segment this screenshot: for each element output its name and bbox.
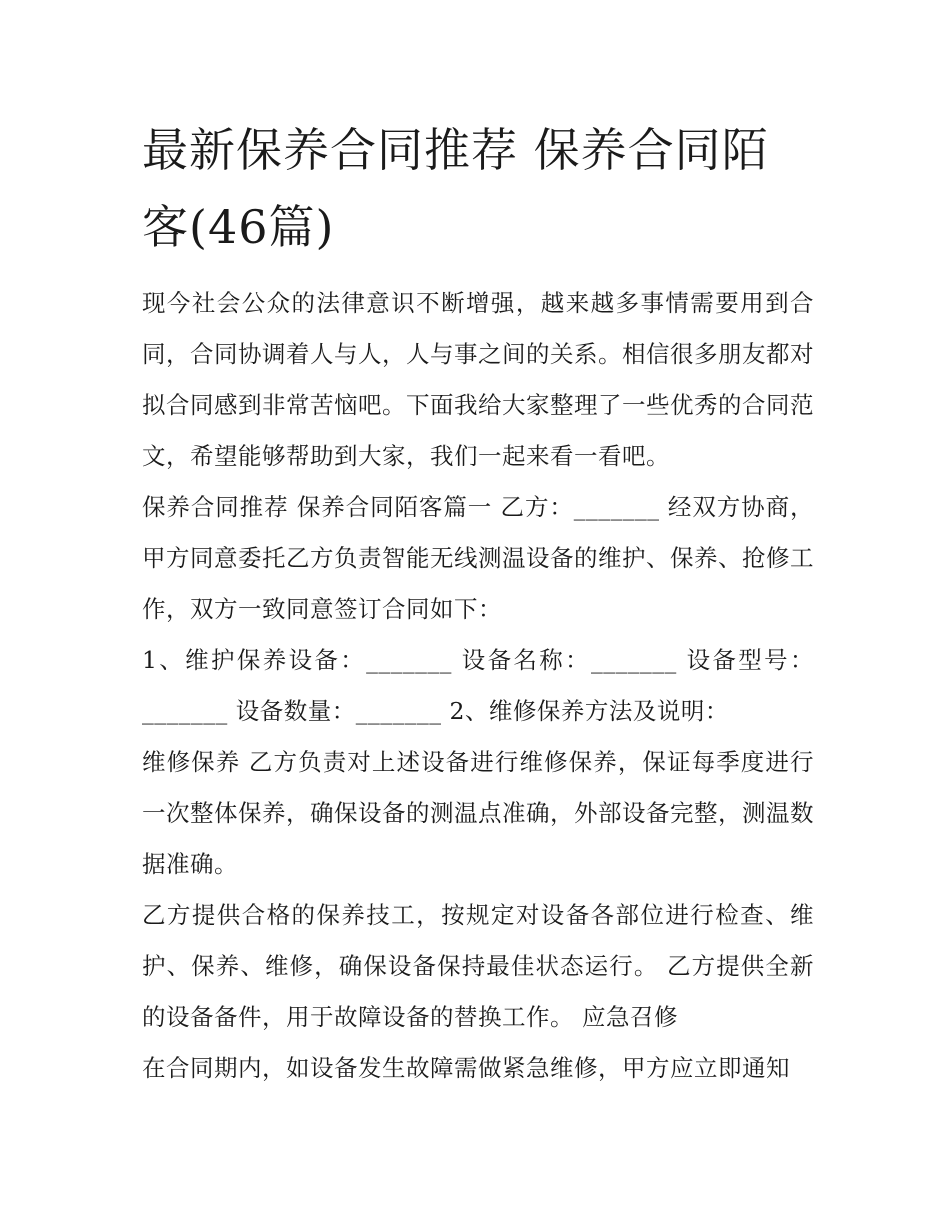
paragraph-technician: 乙方提供合格的保养技工，按规定对设备各部位进行检查、维护、保养、维修，确保设备保持最佳状态运行。 乙方提供全新的设备备件，用于故障设备的替换工作。 应急召修 (142, 901, 814, 1031)
document-title: 最新保养合同推荐 保养合同陌客(46篇) (142, 123, 769, 254)
document-page (142, 112, 814, 1094)
paragraph-equipment-list: 1、维护保养设备：_______ 设备名称：_______ 设备型号：_______ 设备数量：_______ 2、维修保养方法及说明： (142, 646, 814, 725)
paragraph-emergency: 在合同期内，如设备发生故障需做紧急维修，甲方应立即通知 (142, 1054, 790, 1082)
paragraph-maintenance: 维修保养 乙方负责对上述设备进行维修保养，保证每季度进行一次整体保养，确保设备的测温点准确，外部设备完整，测温数据准确。 (142, 748, 814, 878)
paragraph-contract-party: 保养合同推荐 保养合同陌客篇一 乙方：_______ 经双方协商，甲方同意委托乙方负责智能无线测温设备的维护、保养、抢修工作，双方一致同意签订合同如下： (142, 493, 814, 623)
paragraph-intro: 现今社会公众的法律意识不断增强，越来越多事情需要用到合同，合同协调着人与人，人与事之间的关系。相信很多朋友都对拟合同感到非常苦恼吧。下面我给大家整理了一些优秀的合同范文，希望能够帮助到大家，我们一起来看一看吧。 (142, 289, 814, 470)
